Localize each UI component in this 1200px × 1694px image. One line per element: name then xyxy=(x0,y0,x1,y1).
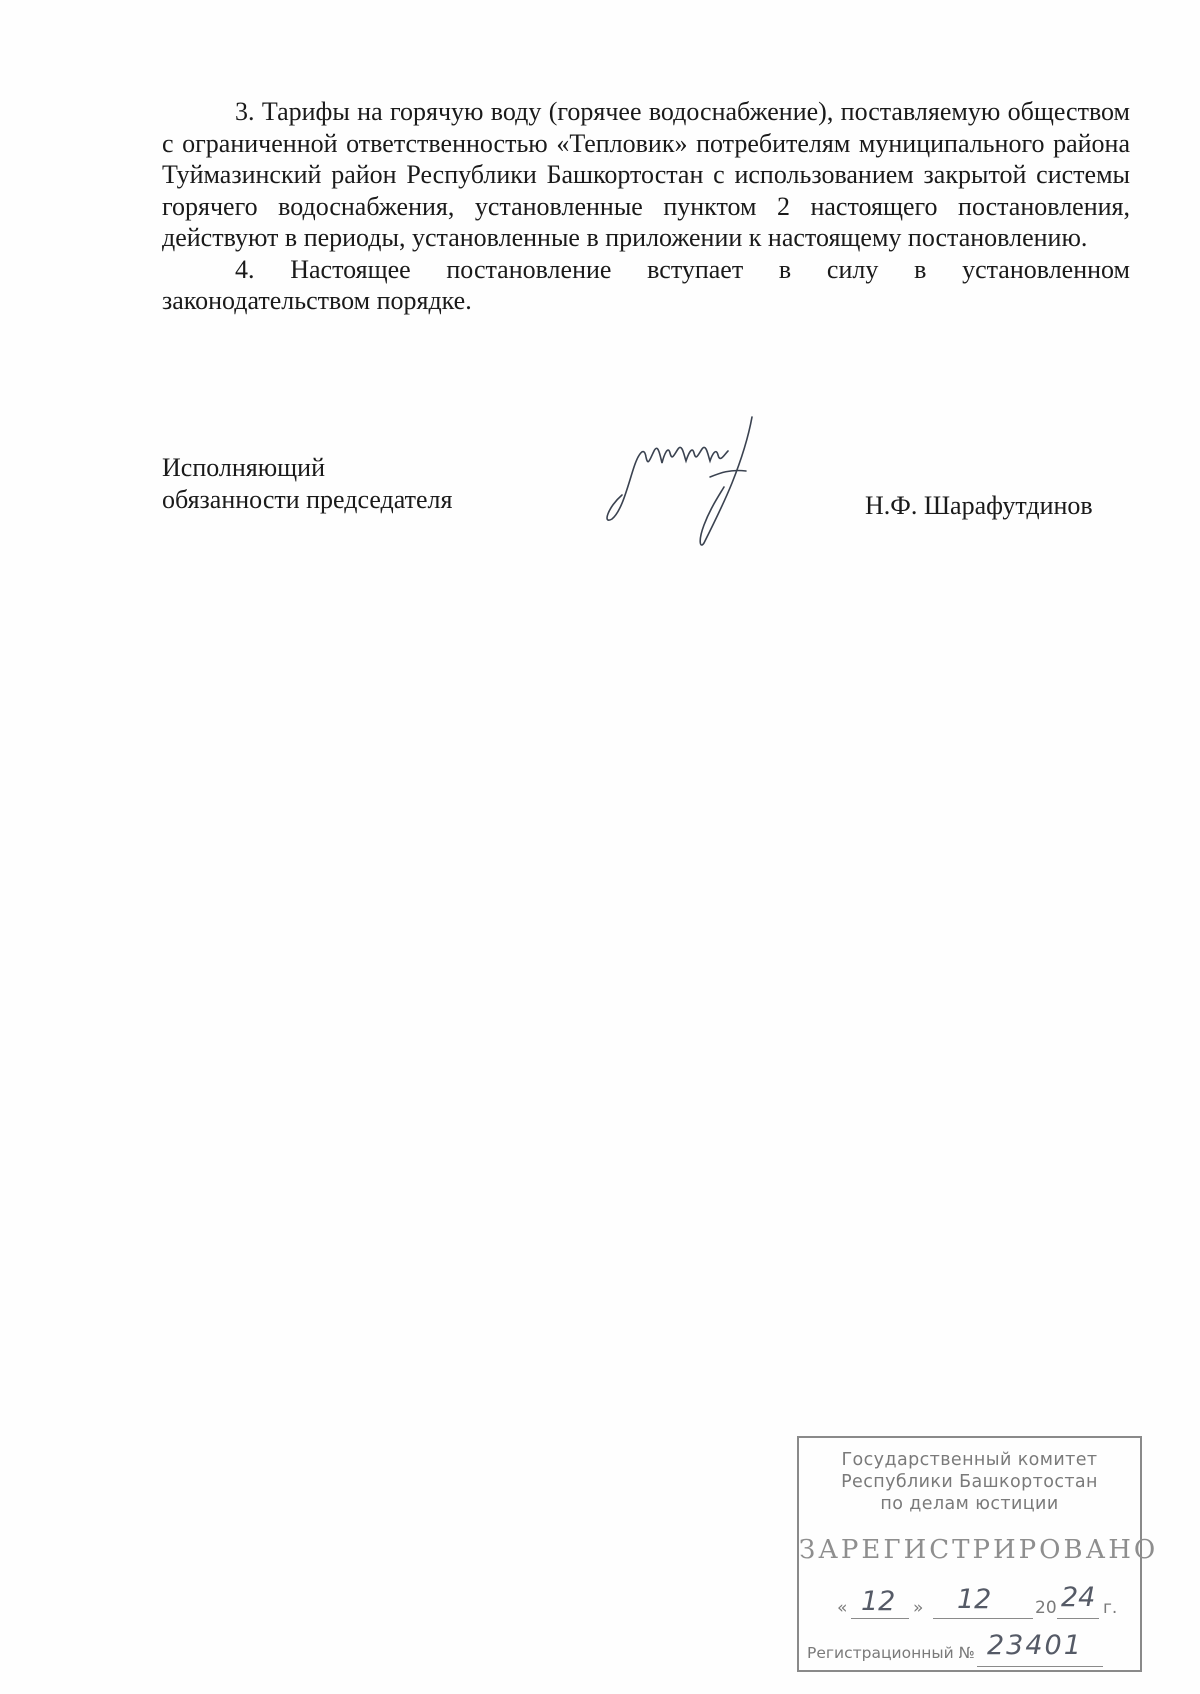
stamp-reg-number-underline xyxy=(977,1666,1103,1667)
stamp-org-line1: Государственный комитет xyxy=(841,1450,1098,1470)
document-body xyxy=(162,96,1130,317)
stamp-reg-number: 23401 xyxy=(987,1630,1083,1661)
stamp-quote-close: » xyxy=(913,1598,924,1618)
stamp-registered-label: ЗАРЕГИСТРИРОВАНО xyxy=(799,1535,1159,1565)
paragraph-4: 4. Настоящее постановление вступает в силу в установленном законодательством порядке. xyxy=(162,254,1130,315)
stamp-day: 12 xyxy=(861,1586,896,1617)
stamp-date xyxy=(837,1582,1137,1622)
signatory-title xyxy=(162,452,452,516)
stamp-day-underline xyxy=(851,1618,909,1619)
paragraph-3: 3. Тарифы на горячую воду (горячее водоснабжение), поставляемую обществом с ограниченной ответственностью «Тепловик» потребителям муниципального района Туймазинский район Республики Башкортостан с использованием закрытой системы горячего водоснабжения, установленные пунктом 2 настоящего постановления, действуют в периоды, установленные в приложении к настоящему постановлению. xyxy=(162,97,1130,252)
signatory-title-line1: Исполняющий xyxy=(162,453,326,482)
stamp-month: 12 xyxy=(957,1584,992,1615)
stamp-year-prefix: 20 xyxy=(1035,1598,1057,1618)
registration-stamp xyxy=(797,1436,1159,1672)
signatory-name: Н.Ф. Шарафутдинов xyxy=(865,491,1093,520)
stamp-year-underline xyxy=(1057,1618,1099,1619)
stamp-month-underline xyxy=(933,1618,1033,1619)
stamp-quote-open: « xyxy=(837,1598,848,1618)
signatory-title-line2: обязанности председателя xyxy=(162,485,453,514)
stamp-year-unit: г. xyxy=(1103,1598,1118,1618)
stamp-org-line3: по делам юстиции xyxy=(880,1494,1059,1514)
handwritten-signature xyxy=(600,415,770,550)
stamp-reg-number-label: Регистрационный № xyxy=(807,1644,975,1662)
stamp-registration-number xyxy=(807,1630,1137,1668)
stamp-year-suffix: 24 xyxy=(1061,1582,1096,1613)
stamp-org-line2: Республики Башкортостан xyxy=(841,1472,1098,1492)
